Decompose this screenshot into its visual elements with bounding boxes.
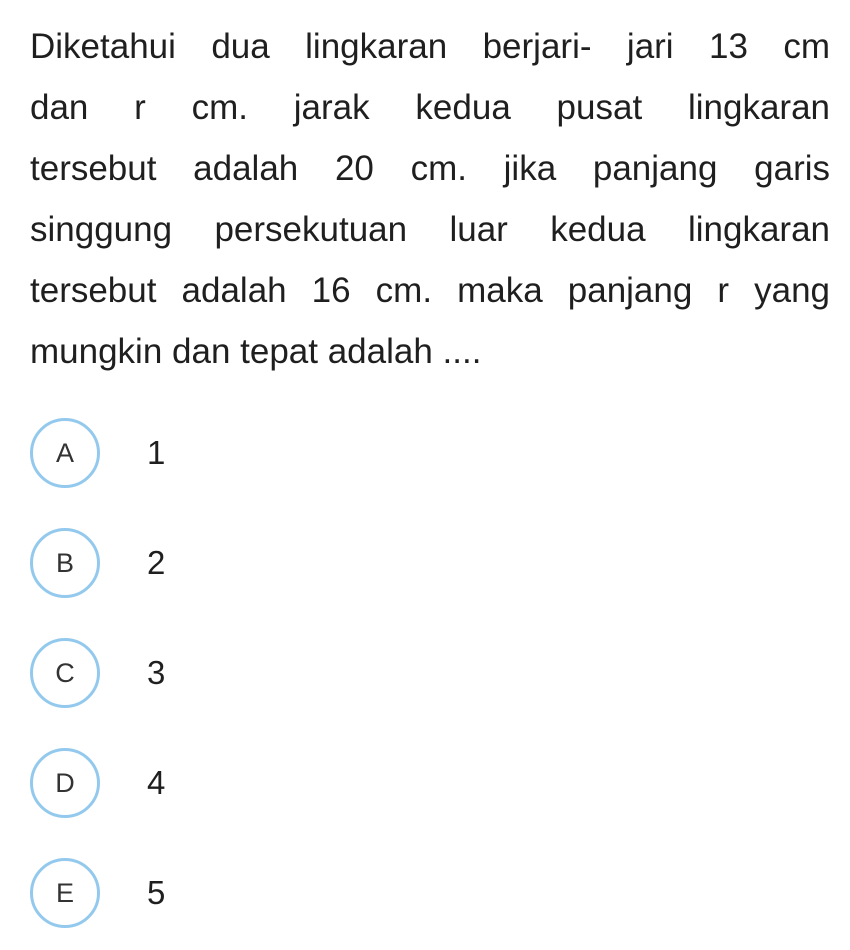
option-letter-badge[interactable]: E	[30, 858, 100, 928]
option-value[interactable]: 5	[147, 874, 166, 911]
option-letter-badge[interactable]: D	[30, 748, 100, 818]
option-a[interactable]	[30, 412, 430, 494]
option-letter-badge[interactable]: C	[30, 638, 100, 708]
option-value[interactable]: 2	[147, 544, 166, 581]
question-text	[30, 16, 830, 382]
question-line: mungkin dan tepat adalah ....	[30, 332, 482, 371]
option-c[interactable]	[30, 632, 430, 714]
option-value[interactable]: 4	[147, 764, 166, 801]
option-d[interactable]	[30, 742, 430, 824]
option-b[interactable]	[30, 522, 430, 604]
option-e[interactable]	[30, 852, 430, 934]
question-line: tersebut adalah 16 cm. maka panjang r yang	[30, 271, 830, 310]
option-value[interactable]: 1	[147, 434, 166, 471]
option-value[interactable]: 3	[147, 654, 166, 691]
option-letter-badge[interactable]: A	[30, 418, 100, 488]
question-line: tersebut adalah 20 cm. jika panjang garis	[30, 149, 830, 188]
question-line: dan r cm. jarak kedua pusat lingkaran	[30, 88, 830, 127]
option-letter-badge[interactable]: B	[30, 528, 100, 598]
question-line: singgung persekutuan luar kedua lingkaran	[30, 210, 830, 249]
question-line: Diketahui dua lingkaran berjari- jari 13 cm	[30, 27, 830, 66]
